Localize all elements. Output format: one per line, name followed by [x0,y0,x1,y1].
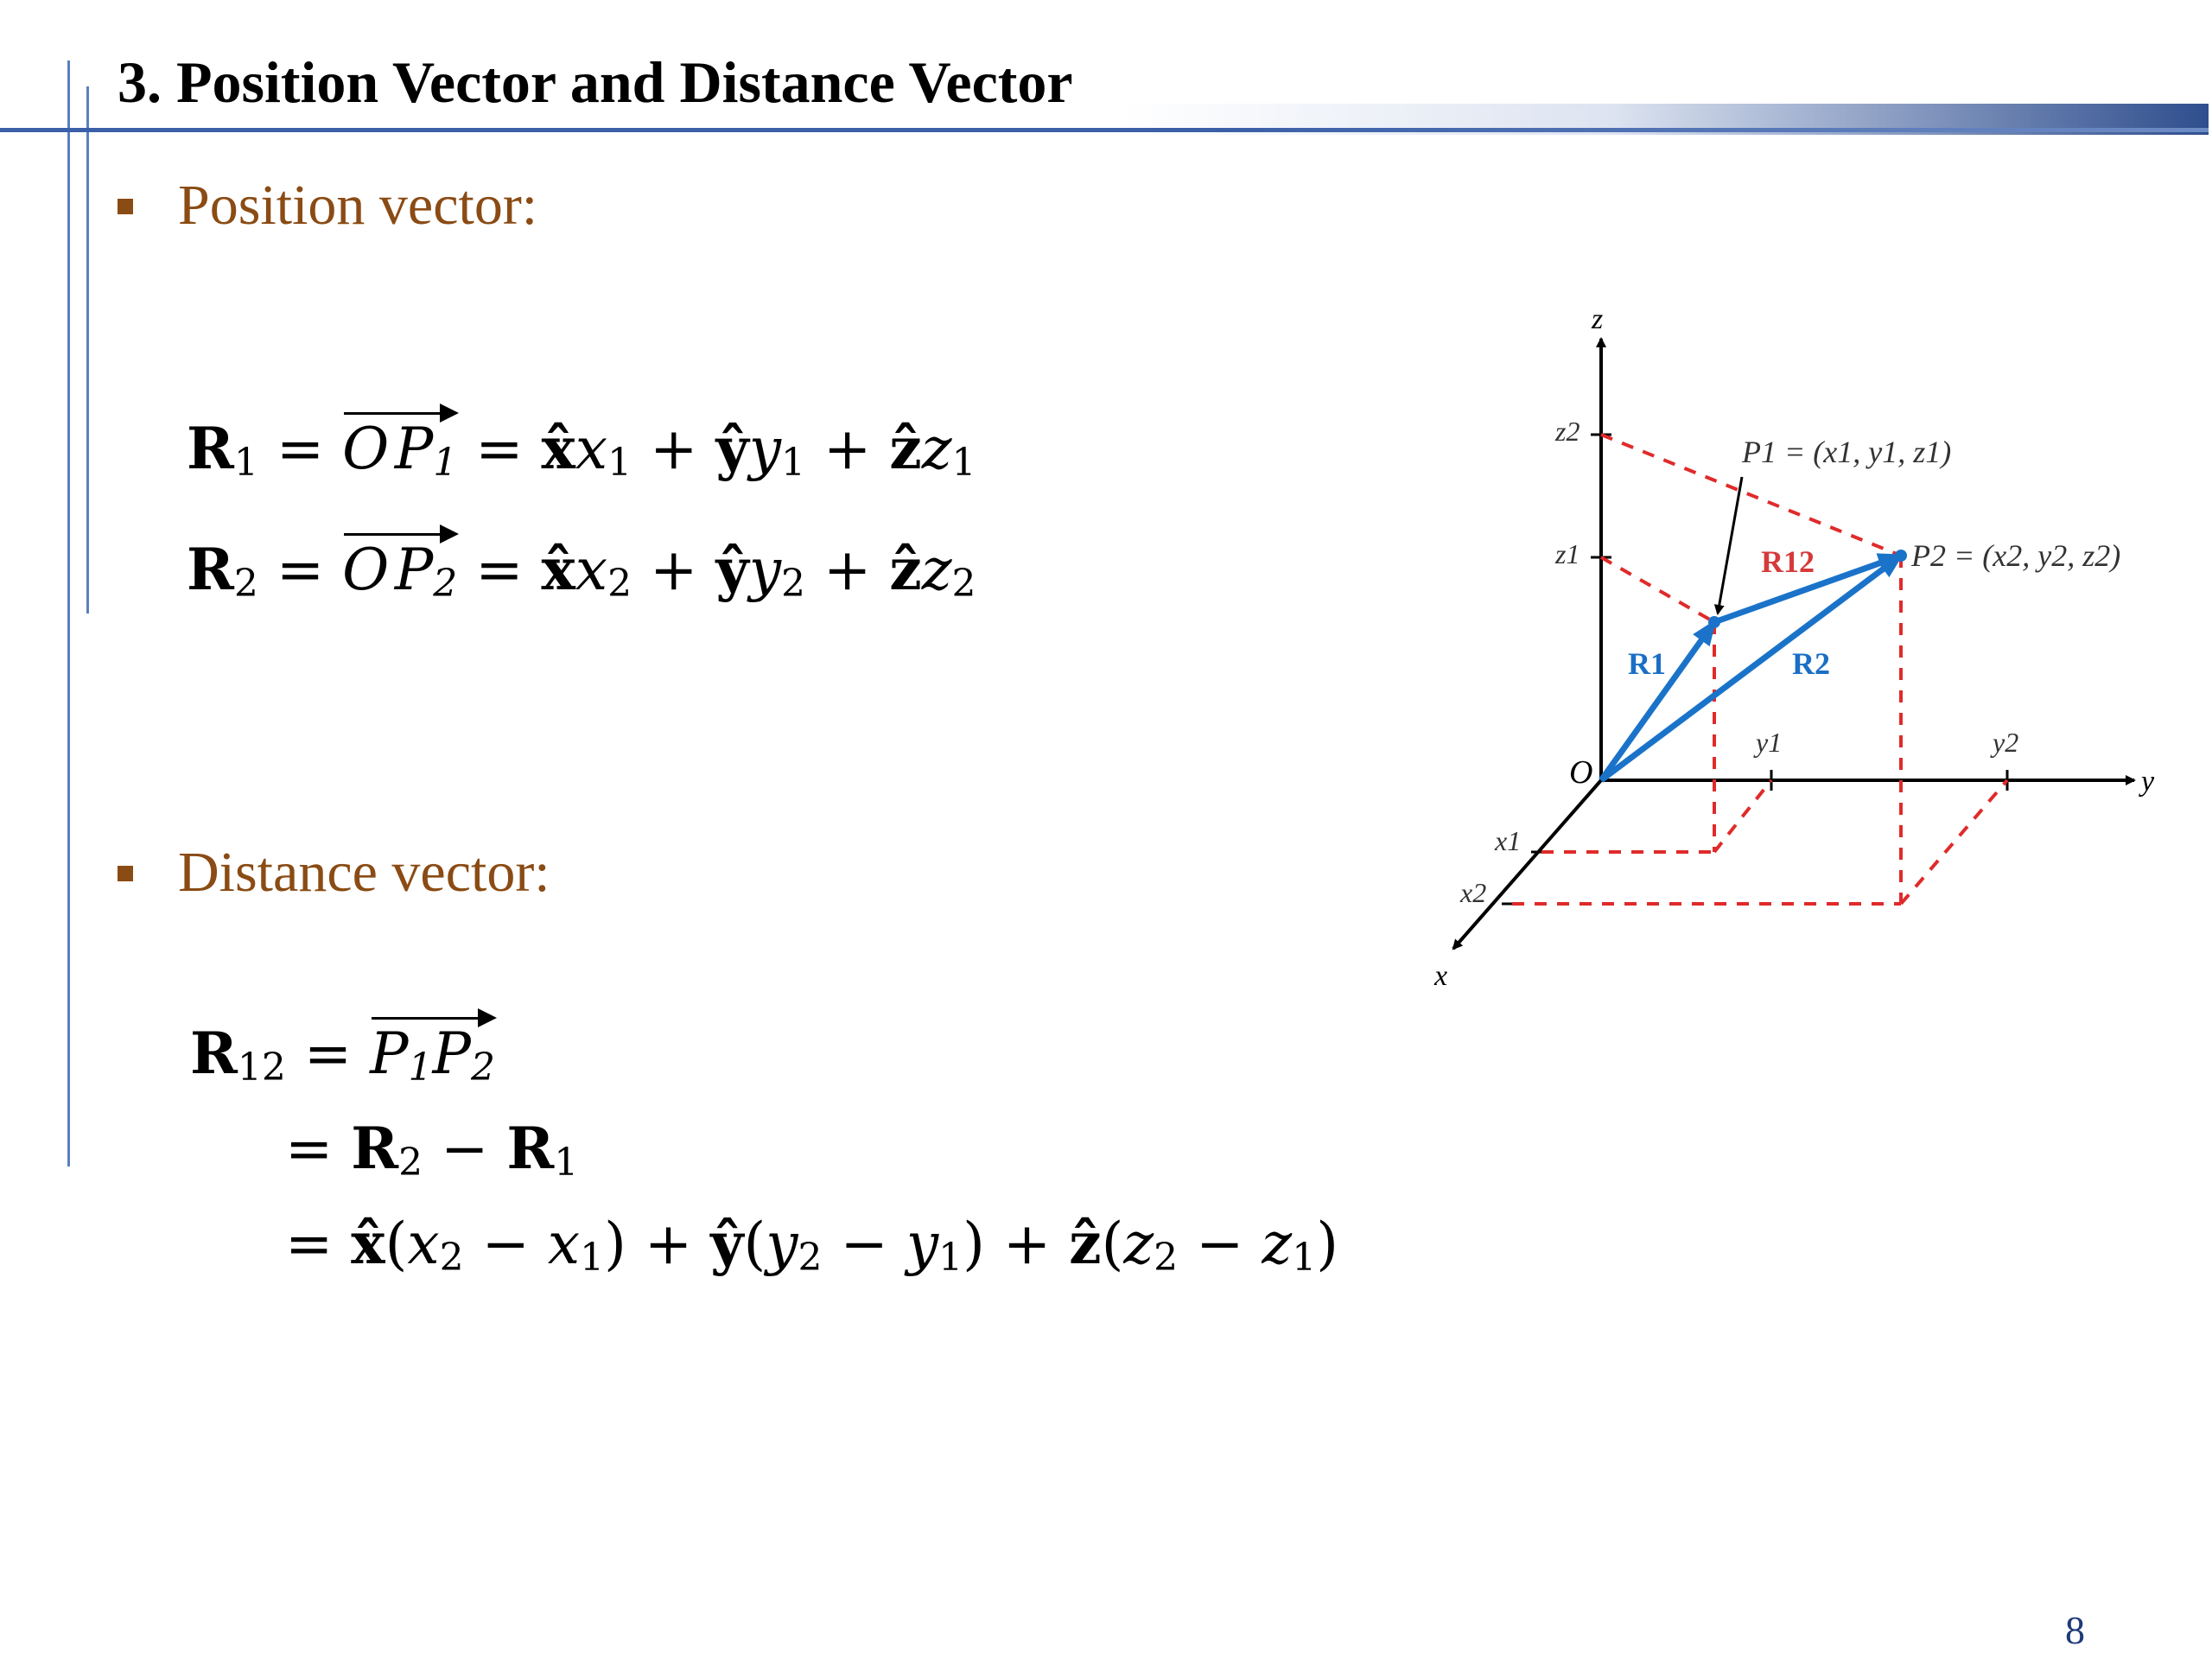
bullet-marker-distance [118,866,133,881]
point-P1-dot [1708,616,1720,628]
label-axis-y: y [2141,766,2155,798]
left-accent-line-outer [67,60,70,1166]
label-tick-z1: z1 [1555,538,1580,569]
page-number: 8 [2065,1608,2085,1652]
label-vector-R1: R1 [1628,646,1666,681]
label-origin: O [1569,754,1593,791]
label-tick-z2: z2 [1555,416,1580,447]
equation-R1: $R_1 = O$ $P_1$ = $x̂x_1$ + $ŷy_1$ + ẑz$_1$ [187,415,976,485]
label-tick-y2: y2 [1993,727,2019,758]
equation-R12-line2: = $R_2 - R_1$ [285,1115,579,1185]
bullet-distance-vector: Distance vector: [178,841,550,904]
title-underline [0,128,2209,132]
equation-R12-line3: = $x̂(x_2 - x_1)$ + $ŷ(y_2 - y_1)$ + $ẑ(z_2 - z_1)$ [285,1210,1338,1280]
bullet-marker-position [118,199,133,214]
left-accent-line-inner [86,86,89,613]
label-point-P2: P2 = (x2, y2, z2) [1911,538,2121,573]
label-vector-R12: R12 [1761,544,1815,579]
eq-R1-vector-OP1: O $P_1$ [342,416,458,485]
point-P2-dot [1895,550,1907,562]
eq-R2-vector-OP2: O $P_2$ [342,537,458,606]
axis-x-line [1453,780,1601,949]
bullet-position-vector: Position vector: [178,174,538,237]
equation-R2: $R_2 = O$ $P_2$ = $x̂x_2$ + $ŷy_2$ + ẑz$_2$ [187,536,976,606]
slide-title: 3. Position Vector and Distance Vector [118,49,1073,115]
label-vector-R2: R2 [1792,646,1830,681]
label-point-P1: P1 = (x1, y1, z1) [1742,435,1952,469]
label-tick-x1: x1 [1495,825,1522,856]
dashed-guides [1512,435,2007,904]
label-axis-x: x [1434,960,1448,992]
coordinate-diagram [1400,294,2177,1011]
eq-vector-P1P2: $P_1P_2$ [370,1020,495,1090]
label-tick-y1: y1 [1756,727,1783,758]
label-tick-x2: x2 [1460,877,1487,908]
pointer-P1 [1718,477,1742,613]
label-axis-z: z [1592,303,1604,335]
equation-R12-line1: $R_{12} = P_1P_2$ [190,1020,495,1090]
eq-R1-lhs: R [187,415,234,482]
